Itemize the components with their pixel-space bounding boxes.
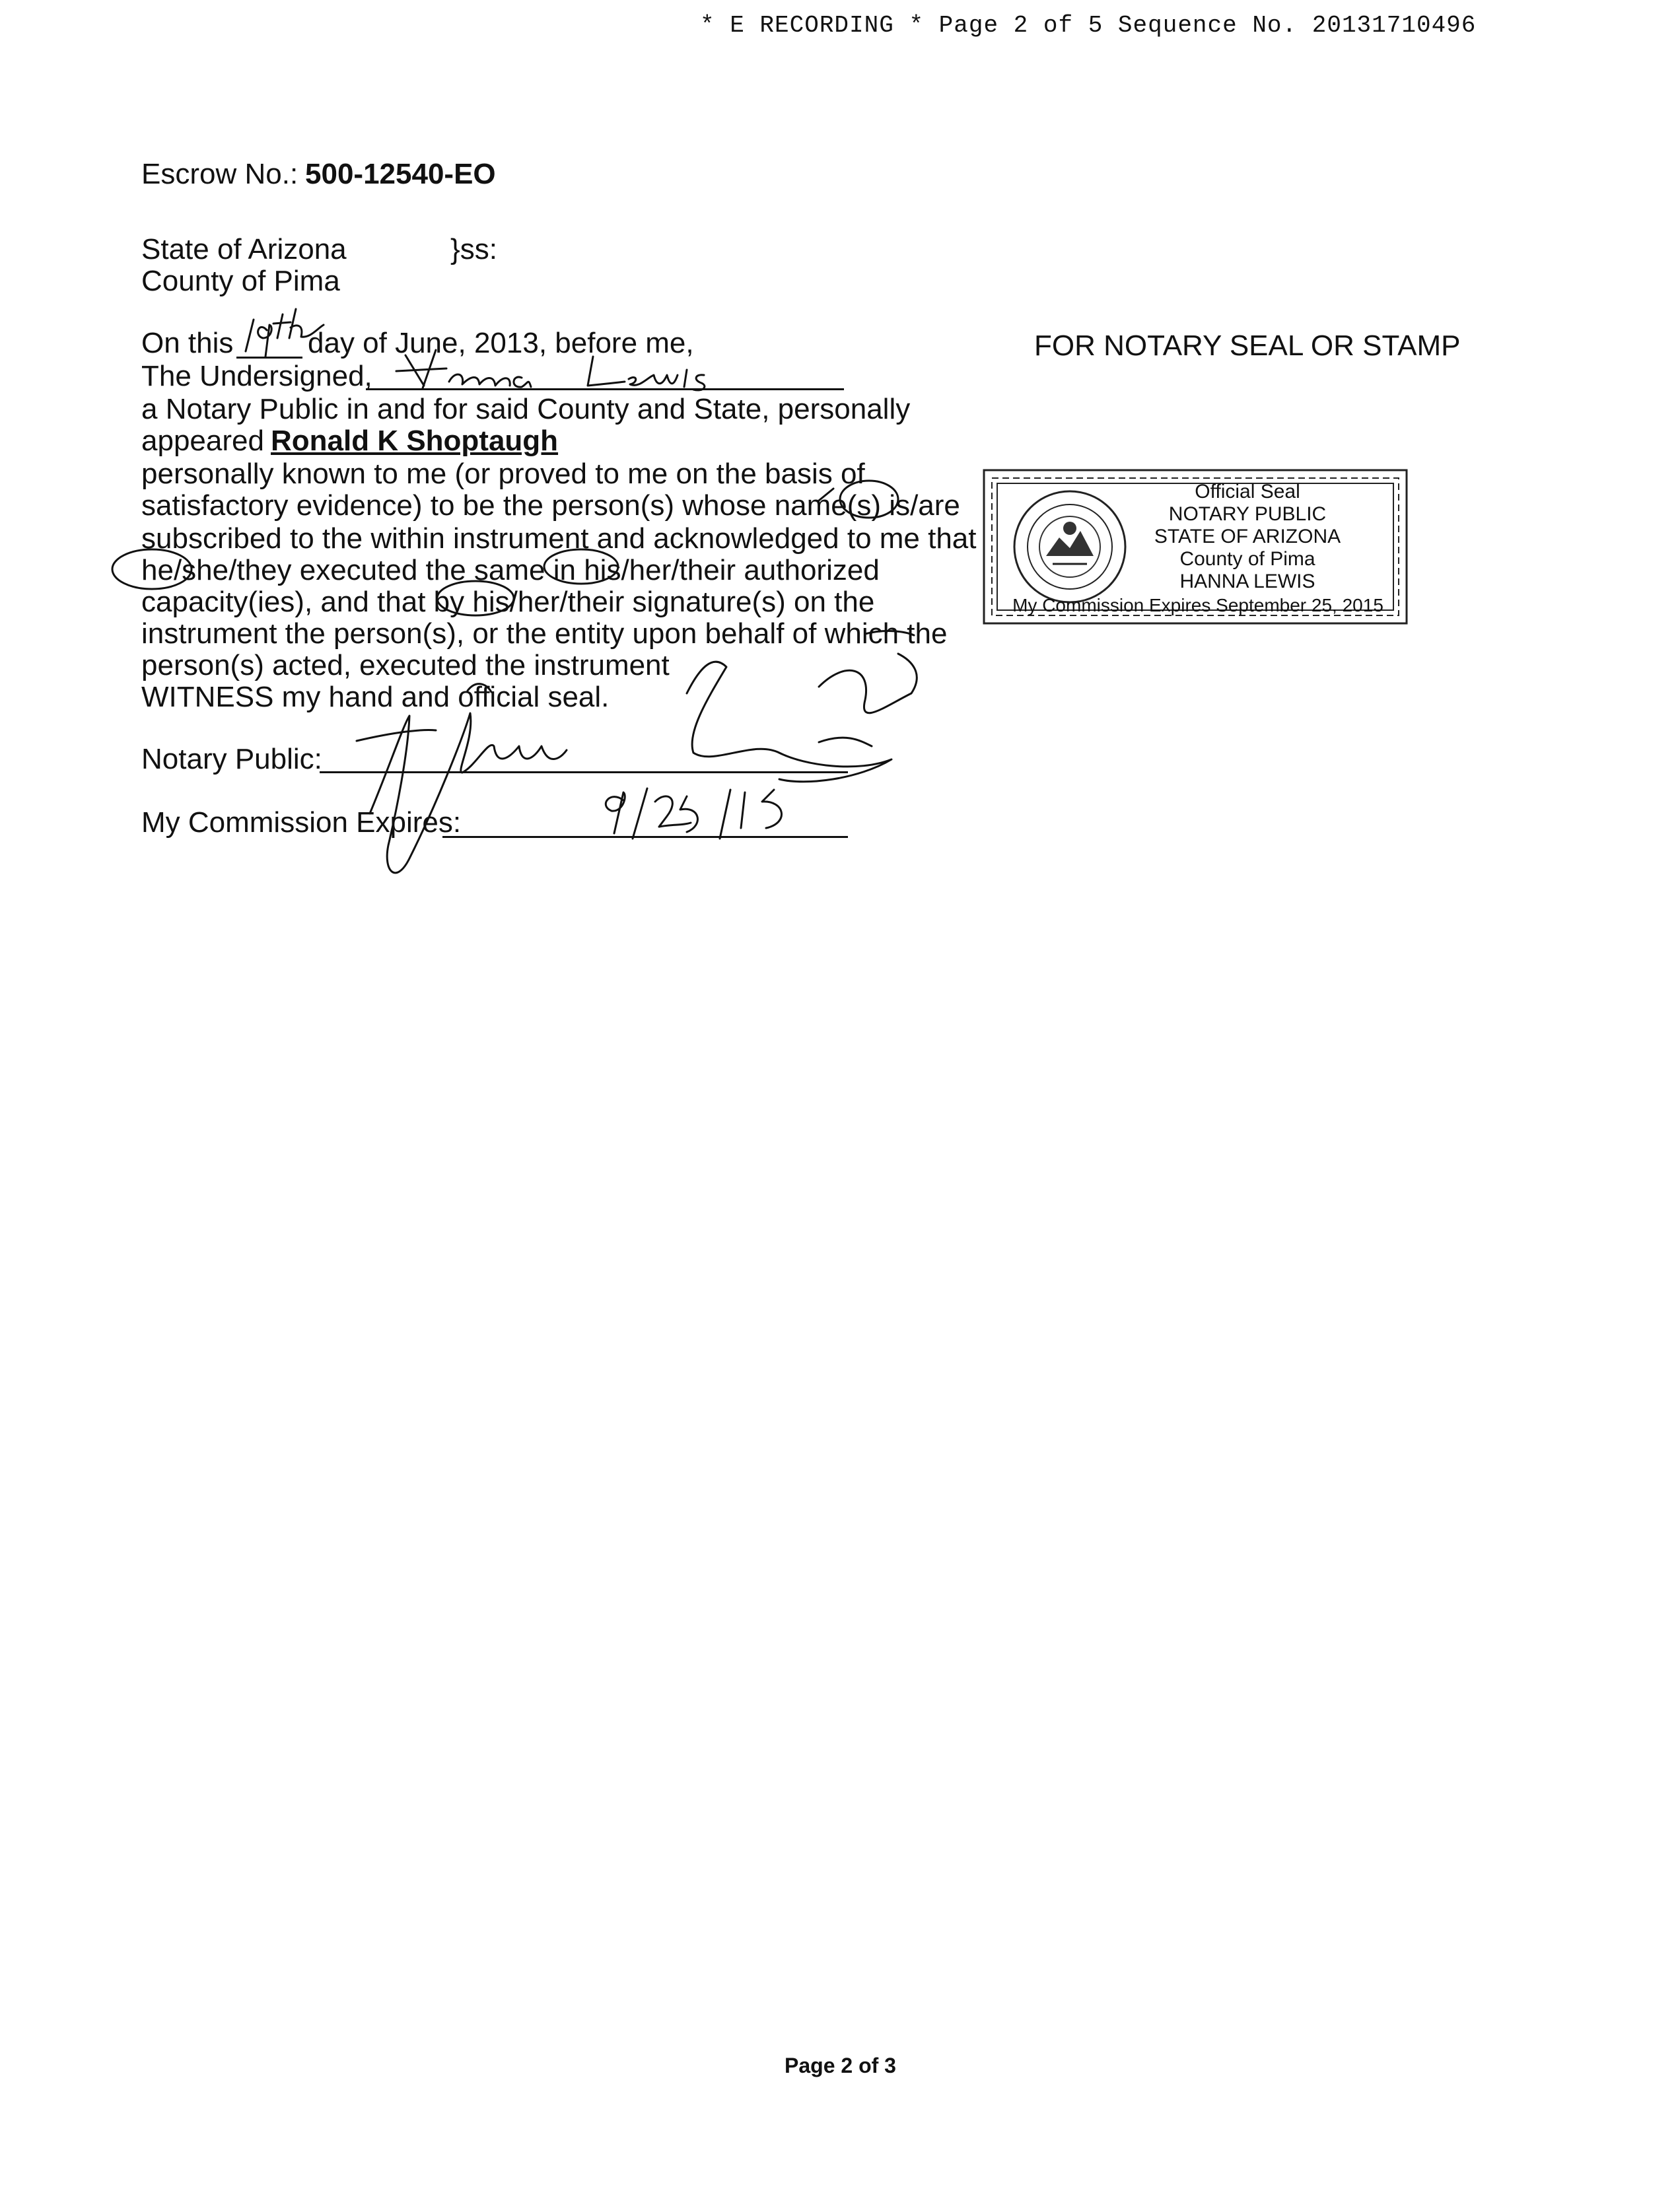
day-of-text: day of June, 2013, before me, — [308, 327, 694, 359]
strike-are — [819, 489, 833, 501]
circle-he — [112, 549, 192, 589]
body-line-7: subscribed to the within instrument and acknowledged to me that — [141, 522, 977, 555]
seal-line-1: Official Seal — [1195, 481, 1300, 503]
handwritten-date-slash-2 — [720, 790, 730, 839]
notary-signature-bar — [357, 730, 436, 741]
footer-page-number: Page 2 of 3 — [785, 2054, 896, 2077]
seal-line-6: My Commission Expires September 25, 2015 — [1012, 595, 1383, 615]
notary-signature-1 — [370, 713, 567, 873]
handwritten-day-th — [273, 309, 324, 338]
seal-line-5: HANNA LEWIS — [1179, 571, 1315, 592]
strike-the — [865, 631, 914, 635]
body-line-5: personally known to me (or proved to me on the basis of — [141, 458, 865, 490]
venue-county: County of Pima — [141, 265, 340, 297]
notary-public-label: Notary Public: — [141, 743, 322, 775]
handwritten-name-hanna — [396, 350, 531, 388]
commission-label: My Commission Expires: — [141, 806, 462, 839]
seal-line-4: County of Pima — [1179, 548, 1315, 570]
body-line-10: instrument the person(s), or the entity upon behalf of which the — [141, 617, 948, 650]
handwritten-day-9 — [258, 325, 272, 357]
stamp-area-label: FOR NOTARY SEAL OR STAMP — [1034, 330, 1461, 362]
venue-ss: }ss: — [450, 233, 497, 265]
on-this-label: On this — [141, 327, 234, 359]
notary-signature-4 — [819, 738, 872, 746]
notary-signature-2 — [687, 662, 892, 782]
handwritten-date-slash-1 — [633, 788, 647, 839]
strike-official — [468, 684, 491, 692]
handwritten-date-15 — [741, 790, 782, 828]
escrow-label: Escrow No.: — [141, 158, 298, 190]
notary-signature-3 — [819, 654, 917, 713]
handwritten-date-9 — [606, 792, 625, 833]
body-line-9: capacity(ies), and that by his/her/their signature(s) on the — [141, 586, 875, 618]
circle-his-1 — [544, 549, 618, 584]
handwritten-day-1 — [246, 320, 254, 351]
circle-his-2 — [437, 581, 514, 615]
undersigned-label: The Undersigned, — [141, 360, 372, 392]
appeared-label: appeared — [141, 425, 264, 457]
handwritten-date-25 — [655, 796, 697, 832]
venue-state: State of Arizona — [141, 233, 347, 265]
recording-header: * E RECORDING * Page 2 of 5 Sequence No. 20131710496 — [700, 12, 1477, 39]
seal-line-2: NOTARY PUBLIC — [1168, 503, 1327, 525]
body-line-3: a Notary Public in and for said County and State, personally — [141, 393, 911, 425]
body-line-11: person(s) acted, executed the instrument — [141, 649, 670, 681]
circle-is — [840, 481, 898, 518]
escrow-number: 500-12540-EO — [305, 158, 496, 190]
appeared-name: Ronald K Shoptaugh — [271, 425, 559, 457]
body-line-6: satisfactory evidence) to be the person(s) whose name(s) is/are — [141, 489, 960, 522]
handwritten-name-lewis — [588, 357, 705, 390]
body-line-8: he/she/they executed the same in his/her/their authorized — [141, 554, 880, 586]
body-line-12: WITNESS my hand and official seal. — [141, 681, 610, 713]
seal-line-3: STATE OF ARIZONA — [1154, 526, 1341, 547]
